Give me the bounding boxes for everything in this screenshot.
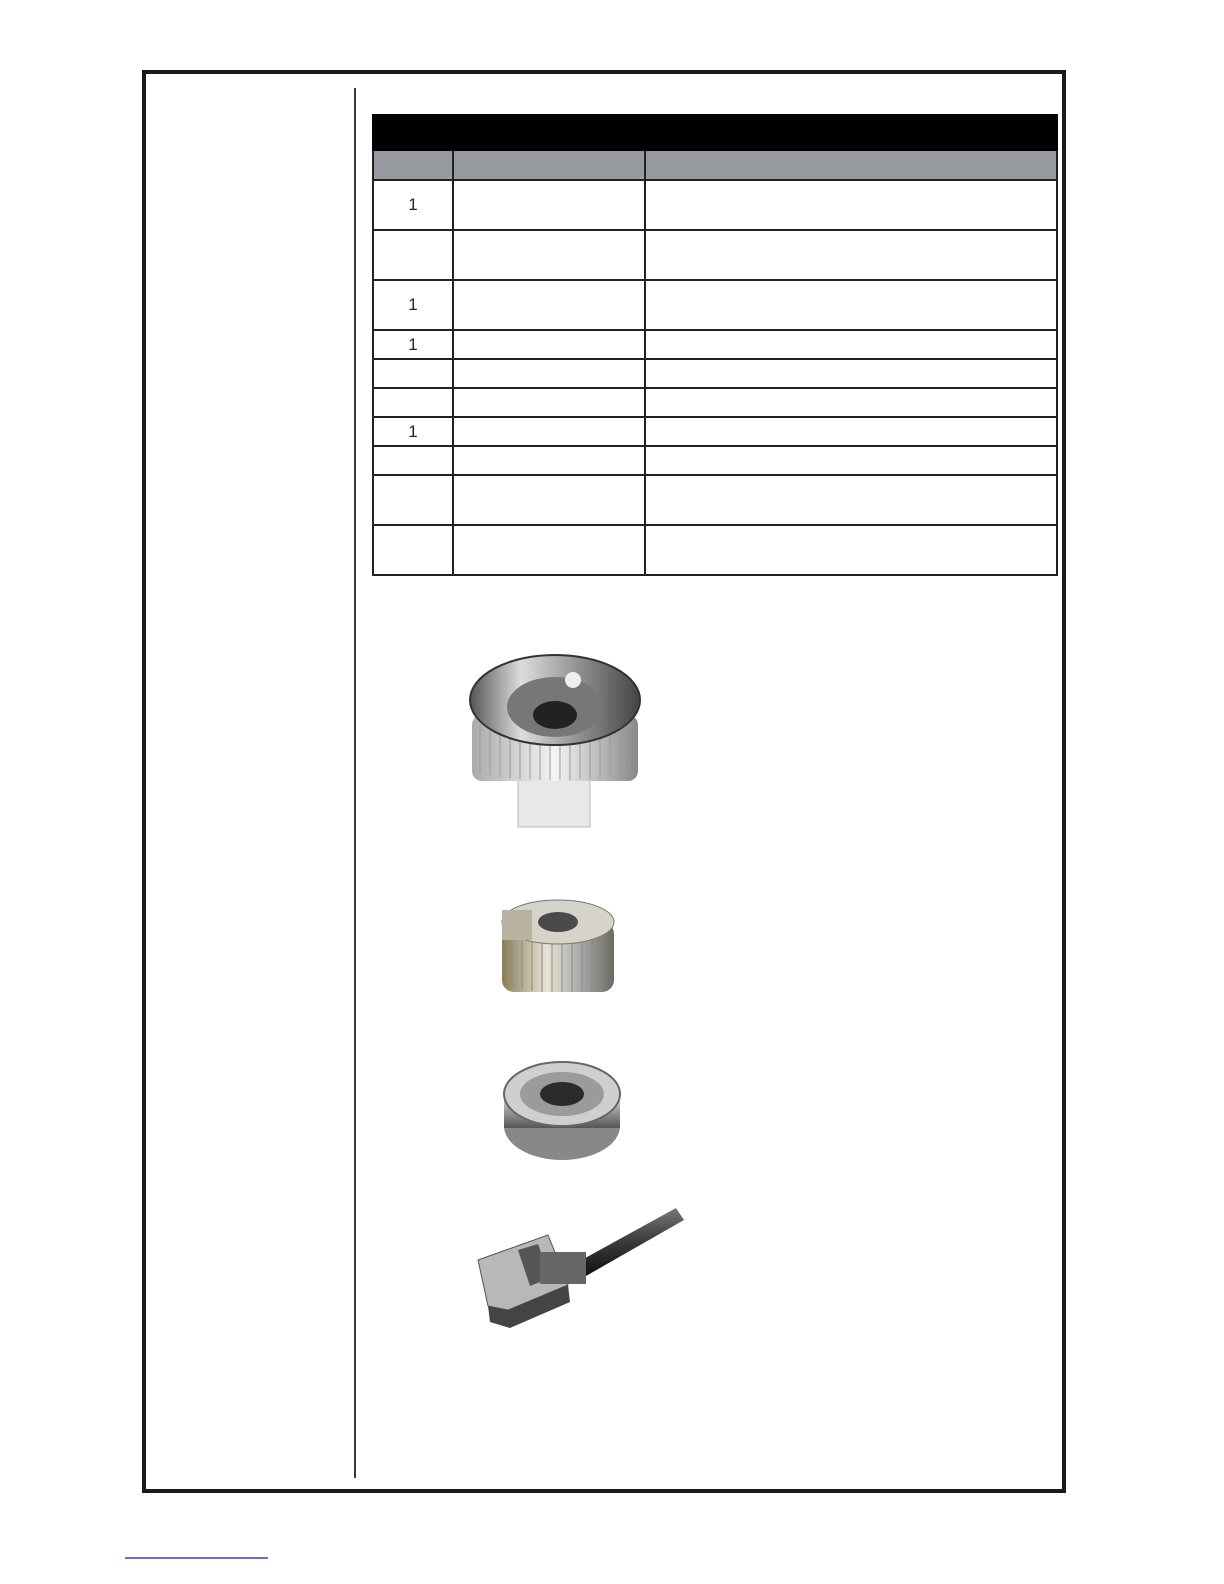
qty-cell — [373, 446, 453, 475]
qty-cell: 1 — [373, 330, 453, 359]
cutter-tool-image — [428, 1190, 690, 1380]
part-cell — [453, 359, 645, 388]
description-cell — [645, 475, 1057, 525]
part-cell — [453, 525, 645, 575]
header-part — [453, 150, 645, 180]
footer-link-underline[interactable] — [125, 1557, 268, 1559]
table-row — [373, 359, 1057, 388]
table-row — [373, 280, 1057, 330]
knurled-cup-nut-image — [460, 645, 650, 835]
part-cell — [453, 388, 645, 417]
parts-table — [372, 114, 1058, 576]
header-description — [645, 150, 1057, 180]
part-cell — [453, 280, 645, 330]
qty-cell — [373, 230, 453, 280]
table-title-row — [373, 115, 1057, 150]
description-cell — [645, 280, 1057, 330]
table-row — [373, 330, 1057, 359]
part-cell — [453, 417, 645, 446]
part-cell — [453, 475, 645, 525]
qty-cell — [373, 359, 453, 388]
table-row — [373, 180, 1057, 230]
description-cell — [645, 230, 1057, 280]
table-row — [373, 417, 1057, 446]
qty-cell — [373, 388, 453, 417]
table-row — [373, 230, 1057, 280]
part-cell — [453, 230, 645, 280]
qty-cell — [373, 475, 453, 525]
part-cell — [453, 180, 645, 230]
table-title — [373, 115, 1057, 150]
qty-cell: 1 — [373, 417, 453, 446]
qty-cell: 1 — [373, 180, 453, 230]
description-cell — [645, 330, 1057, 359]
description-cell — [645, 525, 1057, 575]
description-cell — [645, 417, 1057, 446]
qty-cell — [373, 525, 453, 575]
knurled-nut-image — [492, 892, 622, 1007]
description-cell — [645, 446, 1057, 475]
description-cell — [645, 180, 1057, 230]
ball-bearing-image — [494, 1054, 630, 1166]
table-row — [373, 446, 1057, 475]
table-row — [373, 475, 1057, 525]
header-qty — [373, 150, 453, 180]
qty-cell: 1 — [373, 280, 453, 330]
table-row — [373, 525, 1057, 575]
part-cell — [453, 446, 645, 475]
sidebar-divider — [354, 88, 356, 1478]
description-cell — [645, 388, 1057, 417]
part-cell — [453, 330, 645, 359]
table-header-row — [373, 150, 1057, 180]
description-cell — [645, 359, 1057, 388]
table-row — [373, 388, 1057, 417]
